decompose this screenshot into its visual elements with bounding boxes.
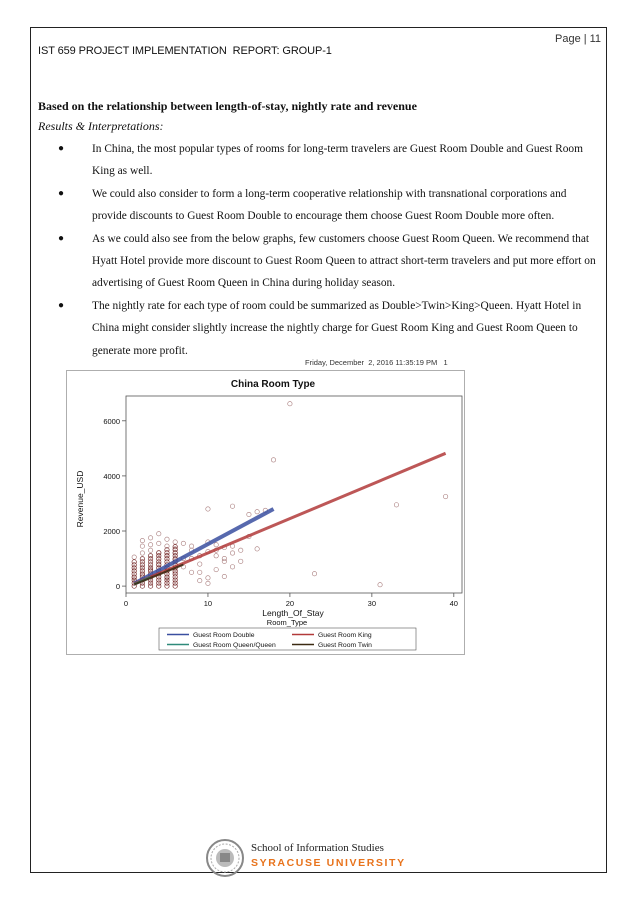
y-axis-label: Revenue_USD [75,470,85,528]
report-header: IST 659 PROJECT IMPLEMENTATION REPORT: GROUP-1 [38,45,332,57]
y-tick-label: 4000 [103,471,120,481]
bullet-dot-icon: ● [58,187,65,199]
bullet-list [58,138,604,362]
university-name: SYRACUSE UNIVERSITY [251,857,406,869]
bullet-item [58,228,604,295]
bullet-item [58,183,604,228]
university-seal-icon [205,838,245,878]
y-tick-label: 6000 [103,416,120,426]
x-tick-label: 0 [123,599,129,608]
x-tick-label: 10 [203,599,213,608]
y-tick-label: 0 [115,582,120,592]
bullet-text: In China, the most popular types of rooms for long-term travelers are Guest Room Double and Guest Room King as well. [92,143,583,178]
chart-frame [66,370,465,655]
bullet-text: As we could also see from the below graphs, few customers choose Guest Room Queen. We recommend that Hyatt Hotel provide more discount to Guest Room Queen to attract short-term travelers and put more effort on advertising of Guest Room Queen in China during holiday season. [92,232,596,290]
section-title: Based on the relationship between length-of-stay, nightly rate and revenue [38,99,417,113]
x-tick-label: 40 [449,599,458,608]
legend-label: Guest Room Twin [318,642,372,649]
chart-title: China Room Type [230,379,316,390]
bullet-dot-icon: ● [58,232,65,244]
page-number [555,33,601,45]
legend-title: Room_Type [266,618,308,627]
legend-label: Guest Room Double [193,632,255,639]
scatter-chart [67,371,463,653]
bullet-item [58,138,604,183]
results-subheading: Results & Interpretations: [38,119,164,133]
legend-label: Guest Room King [318,632,372,639]
chart-timestamp: Friday, December 2, 2016 11:35:19 PM 1 [305,358,448,367]
legend-label: Guest Room Queen/Queen [193,642,276,649]
x-tick-label: 30 [367,599,377,608]
footer-logo [205,838,405,878]
page-label: Page [555,33,581,45]
bullet-text: The nightly rate for each type of room could be summarized as Double>Twin>King>Queen. Hyatt Hotel in China might consider slightly increase the nightly charge for Guest Room King and Guest Room Queen to generate more profit. [92,299,582,357]
x-axis-label: Length_Of_Stay [262,608,324,618]
bullet-item [58,295,604,362]
page-number-separator: | [583,33,587,45]
y-tick-label: 2000 [103,527,120,537]
x-tick-label: 20 [285,599,295,608]
school-name: School of Information Studies [251,842,384,854]
bullet-dot-icon: ● [58,299,65,311]
page-number-value: 11 [589,33,601,45]
bullet-dot-icon: ● [58,143,65,154]
bullet-text: We could also consider to form a long-term cooperative relationship with transnational corporations and provide discounts to Guest Room Double to encourage them choose Guest Room Double more often. [92,187,567,223]
